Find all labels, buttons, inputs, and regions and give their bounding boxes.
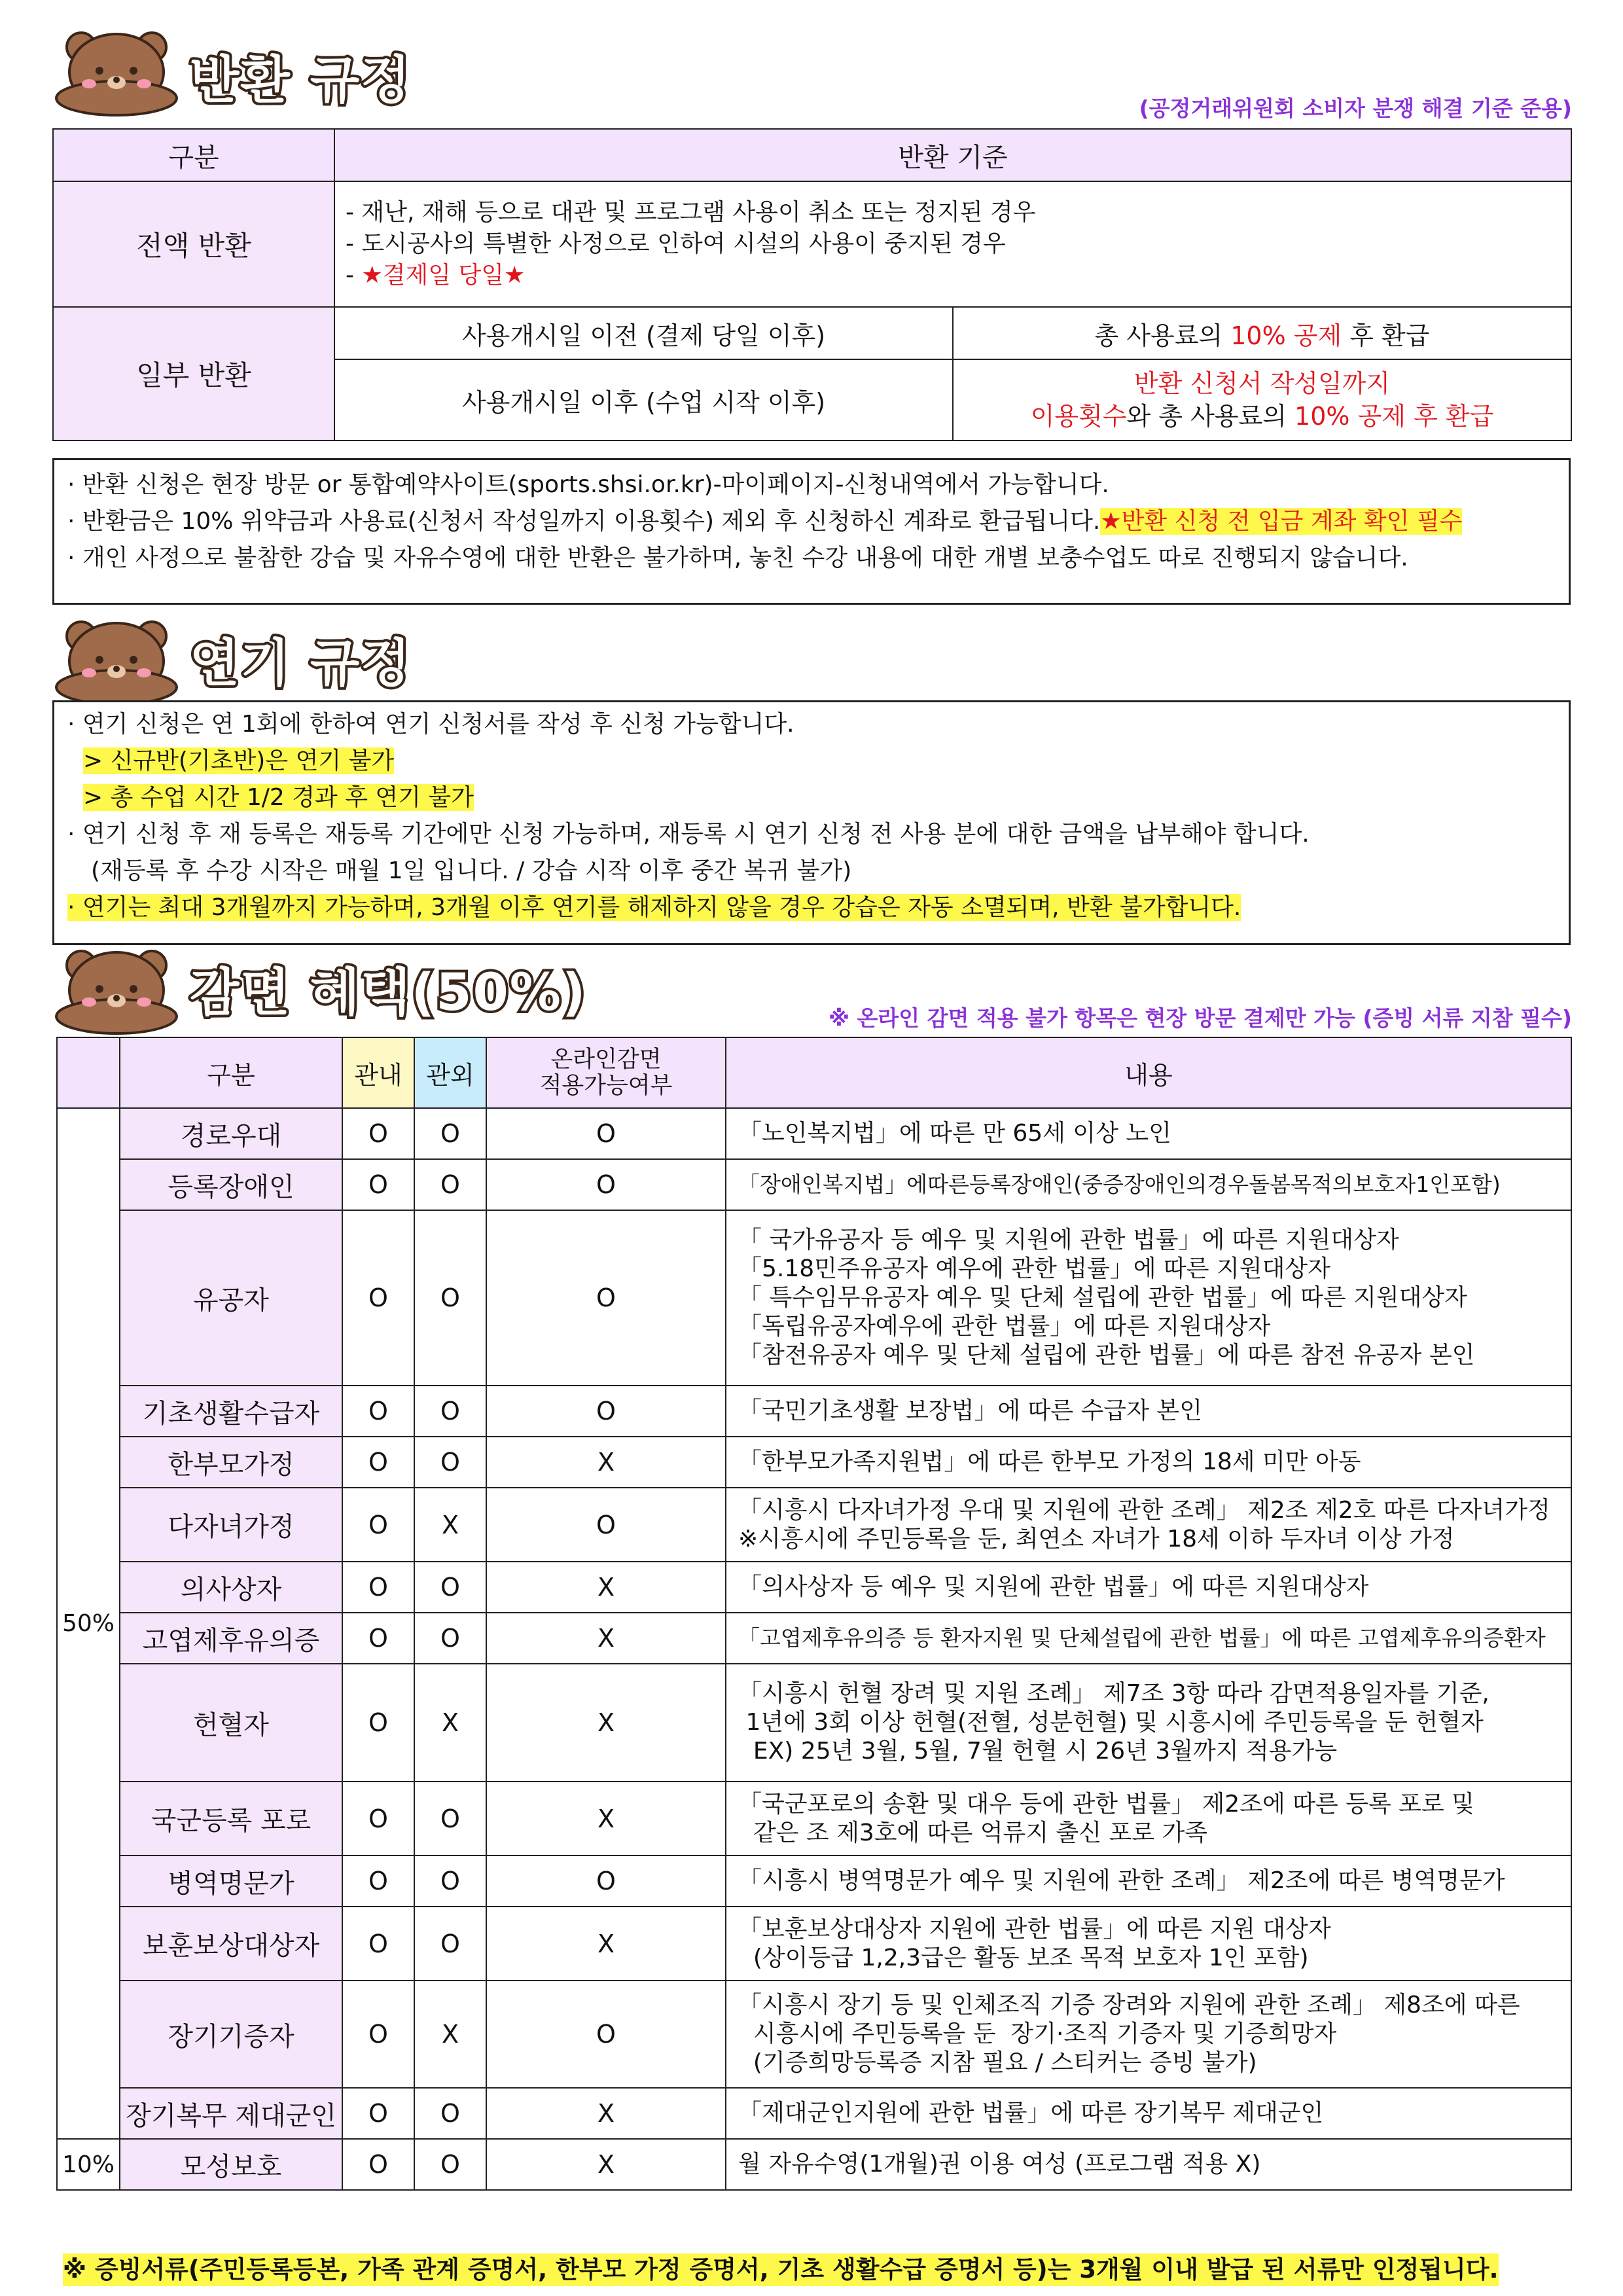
discount-row-out: X: [414, 1488, 486, 1562]
discount-row-out: X: [414, 1981, 486, 2088]
full-refund-content: [334, 181, 1571, 307]
discount-row: [57, 2139, 1571, 2190]
discount-row-in: O: [342, 1437, 414, 1488]
discount-row-online: X: [486, 1613, 726, 1664]
partial-refund-label: 일부 반환: [53, 307, 334, 440]
postpone-line: [54, 743, 1569, 780]
discount-row-content: [726, 1782, 1571, 1856]
rate-50: 50%: [57, 1108, 120, 2139]
discount-row-in: O: [342, 1159, 414, 1210]
discount-row-out: O: [414, 1437, 486, 1488]
discount-row: [57, 1782, 1571, 1856]
postpone-line: · 연기 신청 후 재 등록은 재등록 기간에만 신청 가능하며, 재등록 시 연기 신청 전 사용 분에 대한 금액을 납부해야 합니다.: [67, 821, 1310, 848]
discount-row-content: [726, 1159, 1571, 1210]
discount-row-out: O: [414, 1562, 486, 1613]
discount-row-name: 의사상자: [120, 1562, 342, 1613]
postpone-line: (재등록 후 수강 시작은 매월 1일 입니다. / 강습 시작 이후 중간 복귀 불가): [91, 857, 852, 884]
discount-row-line: 「시흥시 장기 등 및 인체조직 기증 장려와 지원에 관한 조례」 제8조에 따른: [738, 1992, 1520, 2018]
refund-note-line: · 반환 신청은 현장 방문 or 통합예약사이트(sports.shsi.or.kr)-마이페이지-신청내역에서 가능합니다.: [67, 471, 1109, 498]
discount-row-in: O: [342, 1782, 414, 1856]
discount-row-online: X: [486, 2088, 726, 2139]
discount-row-line: 「고엽제후유의증 등 환자지원 및 단체설립에 관한 법률」에 따른 고엽제후유의증환자: [738, 1625, 1546, 1651]
discount-row-content: [726, 2088, 1571, 2139]
col-online: [486, 1037, 726, 1108]
discount-title: 감면 혜택(50%): [190, 963, 587, 1022]
discount-row-out: O: [414, 1613, 486, 1664]
discount-row-line: EX) 25년 3월, 5월, 7월 헌혈 시 26년 3월까지 적용가능: [738, 1738, 1338, 1765]
postpone-line: · 연기 신청은 연 1회에 한하여 연기 신청서를 작성 후 신청 가능합니다.: [67, 711, 794, 738]
discount-row-out: O: [414, 1386, 486, 1437]
bear-icon: [51, 944, 182, 1036]
discount-row-name: 한부모가정: [120, 1437, 342, 1488]
rule-text: 총 사용료의: [1094, 321, 1231, 350]
discount-row-name: 고엽제후유의증: [120, 1613, 342, 1664]
discount-row-out: O: [414, 2139, 486, 2190]
discount-row-online: O: [486, 1108, 726, 1159]
discount-row: [57, 1907, 1571, 1981]
discount-row: [57, 1108, 1571, 1159]
discount-row-line: 「독립유공자예우에 관한 법률」에 따른 지원대상자: [738, 1313, 1271, 1340]
discount-row-line: 「참전유공자 예우 및 단체 설립에 관한 법률」에 따른 참전 유공자 본인: [738, 1342, 1475, 1369]
discount-row-content: [726, 1562, 1571, 1613]
discount-row-content: [726, 1488, 1571, 1562]
refund-note-line: [54, 503, 1569, 540]
col-content: 내용: [726, 1037, 1571, 1108]
refund-note: (공정거래위원회 소비자 분쟁 해결 기준 준용): [1139, 96, 1572, 121]
discount-row: [57, 1210, 1571, 1386]
discount-row-in: O: [342, 1488, 414, 1562]
discount-row-line: 시흥시에 주민등록을 둔 장기·조직 기증자 및 기증희망자: [738, 2020, 1337, 2047]
discount-row: [57, 1488, 1571, 1562]
discount-row-out: O: [414, 1907, 486, 1981]
full-refund-dash: -: [346, 262, 362, 289]
discount-row-online: O: [486, 1210, 726, 1386]
discount-row-line: 「시흥시 다자녀가정 우대 및 지원에 관한 조례」 제2조 제2호 따른 다자녀가정: [738, 1496, 1550, 1524]
discount-row: [57, 1562, 1571, 1613]
discount-row: [57, 1386, 1571, 1437]
discount-row-in: O: [342, 1856, 414, 1907]
full-refund-line: [346, 260, 1571, 291]
discount-row-content: [726, 1613, 1571, 1664]
discount-row-name: 병역명문가: [120, 1856, 342, 1907]
discount-row-in: O: [342, 1907, 414, 1981]
discount-row-line: 같은 조 제3호에 따른 억류지 출신 포로 가족: [738, 1819, 1208, 1846]
postpone-box: [52, 700, 1571, 945]
rule-red-text: 10% 공제 후 환급: [1294, 402, 1494, 431]
discount-row-content: [726, 1981, 1571, 2088]
discount-row: [57, 1856, 1571, 1907]
bear-icon: [51, 26, 182, 118]
discount-row-online: O: [486, 1856, 726, 1907]
discount-row-online: X: [486, 1437, 726, 1488]
refund-note-line: · 개인 사정으로 불참한 강습 및 자유수영에 대한 반환은 불가하며, 놓친 수강 내용에 대한 개별 보충수업도 따로 진행되지 않습니다.: [67, 545, 1408, 571]
refund-title: 반환 규정: [190, 51, 412, 110]
discount-row-name: 등록장애인: [120, 1159, 342, 1210]
discount-row-line: 「시흥시 헌혈 장려 및 지원 조례」 제7조 3항 따라 감면적용일자를 기준,: [738, 1680, 1489, 1707]
discount-row-in: O: [342, 1613, 414, 1664]
col-online-line: 온라인감면: [550, 1047, 662, 1073]
discount-row-line: 「한부모가족지원법」에 따른 한부모 가정의 18세 미만 아동: [738, 1448, 1361, 1475]
discount-row-online: O: [486, 1159, 726, 1210]
discount-row-name: 보훈보상대상자: [120, 1907, 342, 1981]
refund-header-category: 구분: [53, 129, 334, 181]
discount-row-line: 「장애인복지법」에따른등록장애인(중증장애인의경우돌봄목적의보호자1인포함): [738, 1172, 1501, 1197]
discount-row-line: 1년에 3회 이상 헌혈(전혈, 성분헌혈) 및 시흥시에 주민등록을 둔 헌혈자: [738, 1709, 1484, 1736]
refund-table: [52, 128, 1572, 441]
discount-row-out: X: [414, 1664, 486, 1782]
discount-row-line: ※시흥시에 주민등록을 둔, 최연소 자녀가 18세 이하 두자녀 이상 가정: [738, 1525, 1455, 1552]
discount-row-line: 「국군포로의 송환 및 대우 등에 관한 법률」 제2조에 따른 등록 포로 및: [738, 1790, 1474, 1818]
refund-notes-box: [52, 458, 1571, 605]
discount-row-online: X: [486, 1782, 726, 1856]
discount-row-online: X: [486, 1562, 726, 1613]
discount-row-in: O: [342, 1981, 414, 2088]
discount-row-online: O: [486, 1981, 726, 2088]
discount-row-name: 국군등록 포로: [120, 1782, 342, 1856]
discount-row-line: 「국민기초생활 보장법」에 따른 수급자 본인: [738, 1397, 1202, 1424]
discount-row: [57, 1613, 1571, 1664]
discount-row-online: X: [486, 2139, 726, 2190]
discount-row-out: O: [414, 1108, 486, 1159]
postpone-highlight: > 신규반(기초반)은 연기 불가: [83, 747, 395, 774]
discount-row-name: 유공자: [120, 1210, 342, 1386]
discount-row-content: [726, 1907, 1571, 1981]
full-refund-line: - 도시공사의 특별한 사정으로 인하여 시설의 사용이 중지된 경우: [346, 230, 1006, 257]
discount-row: [57, 2088, 1571, 2139]
discount-row-in: O: [342, 1562, 414, 1613]
discount-row-out: O: [414, 1782, 486, 1856]
discount-row-line: 「의사상자 등 예우 및 지원에 관한 법률」에 따른 지원대상자: [738, 1573, 1369, 1600]
discount-row-online: X: [486, 1664, 726, 1782]
discount-row-name: 기초생활수급자: [120, 1386, 342, 1437]
discount-row-line: 「시흥시 병역명문가 예우 및 지원에 관한 조례」 제2조에 따른 병역명문가: [738, 1867, 1505, 1894]
rule-red-text: 10% 공제: [1230, 321, 1342, 350]
partial-before-rule: [953, 307, 1571, 359]
discount-row-online: O: [486, 1488, 726, 1562]
discount-row-line: (상이등급 1,2,3급은 활동 보조 목적 보호자 1인 포함): [738, 1944, 1309, 1971]
discount-row-line: 「 특수임무유공자 예우 및 단체 설립에 관한 법률」에 따른 지원대상자: [738, 1284, 1467, 1311]
discount-row-name: 장기복무 제대군인: [120, 2088, 342, 2139]
discount-row-out: O: [414, 1210, 486, 1386]
discount-table: [56, 1037, 1572, 2191]
col-in-city: 관내: [342, 1037, 414, 1108]
full-refund-label: 전액 반환: [53, 181, 334, 307]
partial-after-rule: [953, 359, 1571, 440]
discount-row-content: [726, 1664, 1571, 1782]
rate-10: 10%: [57, 2139, 120, 2190]
discount-footer: ※ 증빙서류(주민등록등본, 가족 관계 증명서, 한부모 가정 증명서, 기초 생활수급 증명서 등)는 3개월 이내 발급 된 서류만 인정됩니다.: [63, 2253, 1499, 2286]
discount-row-line: 「보훈보상대상자 지원에 관한 법률」에 따른 지원 대상자: [738, 1915, 1331, 1943]
discount-row-content: [726, 1108, 1571, 1159]
refund-note-text: · 반환금은 10% 위약금과 사용료(신청서 작성일까지 이용횟수) 제외 후 신청하신 계좌로 환급됩니다.: [67, 508, 1101, 535]
postpone-highlight: > 총 수업 시간 1/2 경과 후 연기 불가: [83, 784, 474, 811]
discount-row-in: O: [342, 1210, 414, 1386]
discount-row-in: O: [342, 2139, 414, 2190]
discount-row-in: O: [342, 1108, 414, 1159]
partial-before-start: 사용개시일 이전 (결제 당일 이후): [334, 307, 953, 359]
discount-row-out: O: [414, 1159, 486, 1210]
discount-row-line: 「 국가유공자 등 예우 및 지원에 관한 법률」에 따른 지원대상자: [738, 1227, 1399, 1253]
col-category: 구분: [120, 1037, 342, 1108]
discount-row-line: 「제대군인지원에 관한 법률」에 따른 장기복무 제대군인: [738, 2100, 1324, 2126]
refund-header-criteria: 반환 기준: [334, 129, 1571, 181]
discount-row-online: O: [486, 1386, 726, 1437]
discount-row-in: O: [342, 1386, 414, 1437]
discount-row-line: 「노인복지법」에 따른 만 65세 이상 노인: [738, 1120, 1171, 1147]
postpone-highlight: · 연기는 최대 3개월까지 가능하며, 3개월 이후 연기를 해제하지 않을 경우 강습은 자동 소멸되며, 반환 불가합니다.: [67, 894, 1241, 921]
discount-row-online: X: [486, 1907, 726, 1981]
discount-row-line: (기증희망등록증 지참 필요 / 스티커는 증빙 불가): [738, 2049, 1257, 2076]
discount-row-content: [726, 1386, 1571, 1437]
full-refund-line: - 재난, 재해 등으로 대관 및 프로그램 사용이 취소 또는 정지된 경우: [346, 199, 1036, 226]
discount-row: [57, 1664, 1571, 1782]
discount-note: ※ 온라인 감면 적용 불가 항목은 현장 방문 결제만 가능 (증빙 서류 지참 필수): [828, 1005, 1572, 1031]
rule-red-text: 이용횟수: [1030, 402, 1127, 431]
discount-row-in: O: [342, 1664, 414, 1782]
discount-row-name: 모성보호: [120, 2139, 342, 2190]
discount-row-name: 헌혈자: [120, 1664, 342, 1782]
discount-row: [57, 1437, 1571, 1488]
rule-text: 후 환급: [1342, 321, 1430, 350]
col-out-city: 관외: [414, 1037, 486, 1108]
col-online-line: 적용가능여부: [539, 1073, 673, 1099]
discount-row-line: 「5.18민주유공자 예우에 관한 법률」에 따른 지원대상자: [738, 1255, 1330, 1282]
discount-row: [57, 1159, 1571, 1210]
postpone-line: [54, 780, 1569, 816]
postpone-title: 연기 규정: [190, 634, 412, 693]
discount-row-name: 다자녀가정: [120, 1488, 342, 1562]
discount-row-content: [726, 1856, 1571, 1907]
bear-icon: [51, 615, 182, 707]
discount-row-content: [726, 1437, 1571, 1488]
rule-red-text: 반환 신청서 작성일까지: [1133, 369, 1391, 398]
discount-row-line: 월 자유수영(1개월)권 이용 여성 (프로그램 적용 X): [738, 2151, 1261, 2178]
discount-row-out: O: [414, 1856, 486, 1907]
discount-row: [57, 1981, 1571, 2088]
discount-row-in: O: [342, 2088, 414, 2139]
discount-row-name: 경로우대: [120, 1108, 342, 1159]
postpone-line: [54, 889, 1569, 926]
discount-row-name: 장기기증자: [120, 1981, 342, 2088]
rule-text: 와 총 사용료의: [1126, 402, 1295, 431]
discount-row-content: [726, 1210, 1571, 1386]
discount-row-content: [726, 2139, 1571, 2190]
discount-row-out: O: [414, 2088, 486, 2139]
account-check-highlight: ★반환 신청 전 입금 계좌 확인 필수: [1100, 508, 1463, 535]
partial-after-start: 사용개시일 이후 (수업 시작 이후): [334, 359, 953, 440]
payment-day-highlight: ★결제일 당일★: [361, 262, 526, 289]
